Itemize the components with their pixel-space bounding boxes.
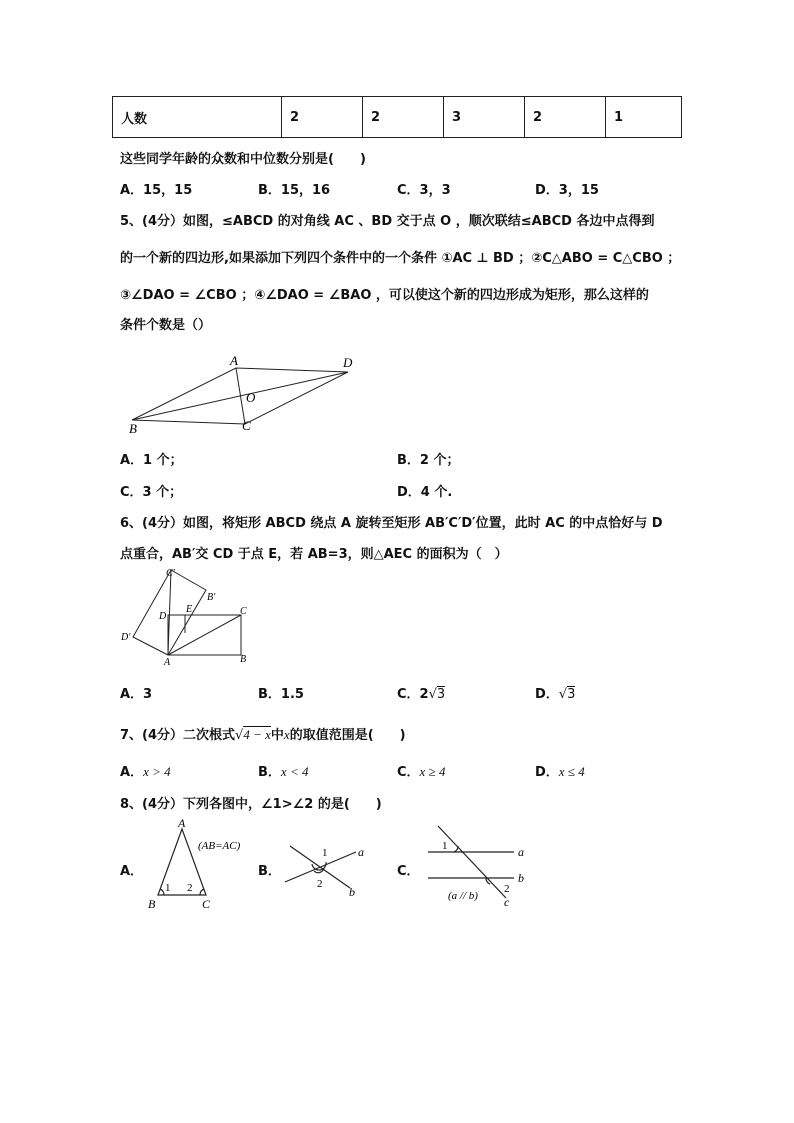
angle-2: 2 <box>187 882 193 894</box>
label-b: b <box>349 885 355 899</box>
q4-question: 这些同学年龄的众数和中位数分别是( ) <box>120 152 366 167</box>
table-cell: 1 <box>606 97 682 138</box>
q4-option-d: D．3，15 <box>535 183 599 198</box>
label-A: A <box>230 353 238 368</box>
label-D: D <box>159 611 167 622</box>
q4-option-c: C．3，3 <box>397 183 451 198</box>
q6-line-2: 点重合，AB′交 CD 于点 E，若 AB=3，则△AEC 的面积为（ ） <box>120 547 508 562</box>
label-C: C <box>202 897 211 910</box>
q7-option-b: B．x < 4 <box>258 764 309 780</box>
isosceles-triangle-figure <box>140 815 260 910</box>
rotated-rectangle-figure <box>115 565 260 670</box>
parallel-lines-figure <box>418 822 543 908</box>
q5-option-b: B．2 个； <box>397 453 460 468</box>
label-B: B <box>148 897 156 910</box>
note-a-parallel-b: (a // b) <box>448 890 478 902</box>
q4-option-b: B．15，16 <box>258 183 331 198</box>
angle-2: 2 <box>504 883 510 895</box>
label-D: D <box>343 355 353 370</box>
q5-line-2: 的一个新的四边形,如果添加下列四个条件中的一个条件 ①AC ⊥ BD ；②C△ABO = C△CBO ； <box>120 251 681 266</box>
table-row <box>113 97 682 138</box>
q7-question: 7、(4分）二次根式√4 − x中x的取值范围是( ) <box>120 727 406 743</box>
table-cell: 2 <box>525 97 606 138</box>
radical-expr: 4 − x <box>243 727 271 742</box>
label-b: b <box>518 871 524 885</box>
q7-option-d: D．x ≤ 4 <box>535 764 585 780</box>
label-a: a <box>518 845 524 859</box>
table-cell: 3 <box>444 97 525 138</box>
angle-1: 1 <box>442 840 448 852</box>
q8-option-b: B． <box>258 864 281 879</box>
label-D-prime: D′ <box>121 632 131 643</box>
q8-option-c: C． <box>397 864 420 879</box>
q7-option-a: A．x > 4 <box>120 764 171 780</box>
table-cell: 2 <box>363 97 444 138</box>
table-header-cell: 人数 <box>113 97 282 138</box>
q6-option-d: D．√3 <box>535 687 576 702</box>
angle-1: 1 <box>165 882 171 894</box>
label-A: A <box>178 816 186 830</box>
q8-option-a: A． <box>120 864 144 879</box>
q5-option-c: C．3 个； <box>120 485 183 500</box>
angle-1: 1 <box>322 847 328 859</box>
q5-line-3: ③∠DAO = ∠CBO ；④∠DAO = ∠BAO ，可以使这个新的四边形成为矩形，那么这样的 <box>120 288 649 303</box>
parallelogram-figure <box>120 348 370 438</box>
q6-option-c: C．2√3 <box>397 687 446 702</box>
table-cell: 2 <box>282 97 363 138</box>
label-B: B <box>240 654 247 665</box>
age-count-table <box>112 96 682 138</box>
q5-option-a: A．1 个； <box>120 453 183 468</box>
intersecting-lines-figure <box>280 838 375 900</box>
label-B: B <box>129 421 137 436</box>
label-C: C <box>242 418 251 433</box>
label-C-prime: C′ <box>166 568 175 579</box>
angle-2: 2 <box>317 878 323 890</box>
q8-question: 8、(4分）下列各图中，∠1>∠2 的是( ) <box>120 797 382 812</box>
label-A: A <box>164 657 171 668</box>
note-ab-ac: (AB=AC) <box>198 840 241 852</box>
label-E: E <box>186 604 193 615</box>
q6-option-b: B．1.5 <box>258 687 304 702</box>
label-c: c <box>504 895 510 908</box>
q5-line-4: 条件个数是（） <box>120 318 212 333</box>
label-C: C <box>240 606 247 617</box>
label-a: a <box>358 845 364 859</box>
label-O: O <box>246 390 256 405</box>
q4-option-a: A．15，15 <box>120 183 193 198</box>
label-B-prime: B′ <box>207 592 216 603</box>
q7-option-c: C．x ≥ 4 <box>397 764 446 780</box>
q5-option-d: D．4 个. <box>397 485 453 500</box>
q5-line-1: 5、(4分）如图，≤ABCD 的对角线 AC 、BD 交于点 O ，顺次联结≤ABCD 各边中点得到 <box>120 214 655 229</box>
q6-option-a: A．3 <box>120 687 153 702</box>
q6-line-1: 6、(4分）如图，将矩形 ABCD 绕点 A 旋转至矩形 AB′C′D′位置，此时 AC 的中点恰好与 D <box>120 516 663 531</box>
